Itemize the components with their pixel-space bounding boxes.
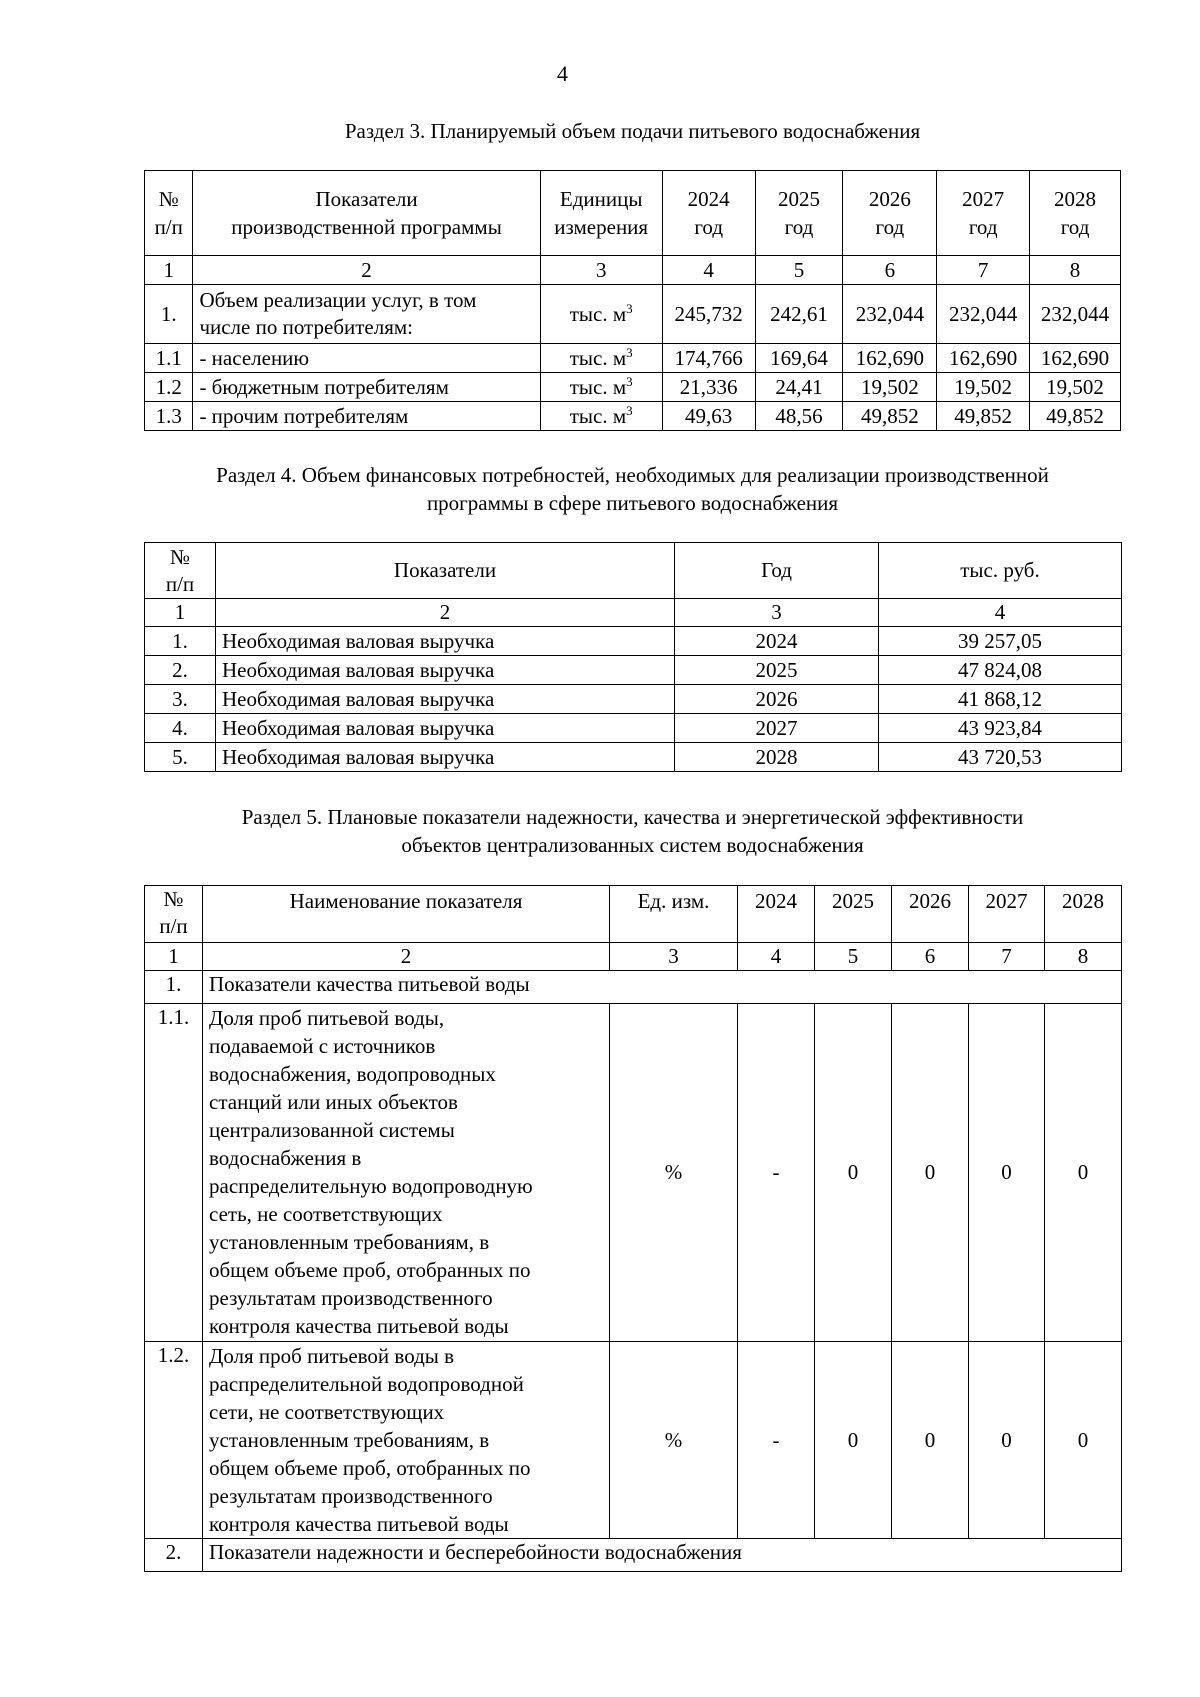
column-number: 4 <box>879 599 1122 627</box>
table-row <box>145 402 1121 431</box>
cell-value: 49,852 <box>1030 402 1121 431</box>
column-number: 5 <box>755 256 843 285</box>
section4-title: Раздел 4. Объем финансовых потребностей, необходимых для реализации производственной программы в сфере питьевого водоснабжения <box>216 463 1049 515</box>
column-number: 2 <box>193 256 540 285</box>
header-num: № п/п <box>145 886 203 943</box>
row-unit: тыс. $м^3$ <box>540 344 662 373</box>
cell-value: 245,732 <box>662 285 755 344</box>
table-row <box>145 1004 1122 1342</box>
header-year-2026: 2026 <box>892 886 969 943</box>
column-number: 4 <box>738 943 815 971</box>
section5-table <box>144 885 1122 1572</box>
group-title: Показатели надежности и бесперебойности водоснабжения <box>203 1539 1122 1572</box>
row-name: Доля проб питьевой воды в распределительной водопроводной сети, не соответствующих установленным требованиям, в общем объеме проб, отобранных по результатам производственного контроля качества питьевой воды <box>203 1342 610 1539</box>
cell-value: 48,56 <box>755 402 843 431</box>
column-number: 6 <box>892 943 969 971</box>
cell-value: 232,044 <box>843 285 937 344</box>
section3-table <box>144 170 1121 431</box>
row-number: 1.1 <box>145 344 193 373</box>
header-amount: тыс. руб. <box>879 543 1122 599</box>
column-number: 2 <box>203 943 610 971</box>
cell-value: 0 <box>892 1342 969 1539</box>
column-number: 2 <box>216 599 675 627</box>
row-number: 4. <box>145 714 216 743</box>
cell-value: 0 <box>892 1004 969 1342</box>
column-number: 7 <box>937 256 1030 285</box>
column-number: 1 <box>145 256 193 285</box>
header-name: Наименование показателя <box>203 886 610 943</box>
cell-value: 162,690 <box>843 344 937 373</box>
group-row <box>145 971 1122 1004</box>
cell-value: 49,852 <box>843 402 937 431</box>
column-number: 5 <box>815 943 892 971</box>
cell-value: 0 <box>1045 1342 1122 1539</box>
header-year-2025: 2025 <box>815 886 892 943</box>
row-amount: 43 720,53 <box>879 743 1122 772</box>
header-unit: Ед. изм. <box>610 886 738 943</box>
cell-value: 19,502 <box>843 373 937 402</box>
cell-value: 0 <box>815 1342 892 1539</box>
cell-value: - <box>738 1342 815 1539</box>
header-num: № п/п <box>145 171 193 256</box>
row-year: 2024 <box>675 627 879 656</box>
row-unit: тыс. $м^3$ <box>540 373 662 402</box>
row-name: Необходимая валовая выручка <box>216 685 675 714</box>
column-number: 1 <box>145 943 203 971</box>
cell-value: 0 <box>969 1004 1045 1342</box>
row-year: 2026 <box>675 685 879 714</box>
cell-value: 232,044 <box>1030 285 1121 344</box>
row-name: - бюджетным потребителям <box>193 373 540 402</box>
group-row <box>145 1539 1122 1572</box>
row-amount: 43 923,84 <box>879 714 1122 743</box>
column-numbers-row <box>145 599 1122 627</box>
row-year: 2028 <box>675 743 879 772</box>
cell-value: - <box>738 1004 815 1342</box>
table-row <box>145 714 1122 743</box>
cell-value: 242,61 <box>755 285 843 344</box>
column-number: 3 <box>610 943 738 971</box>
header-year-2028: 2028 год <box>1030 171 1121 256</box>
column-number: 3 <box>540 256 662 285</box>
header-year-2026: 2026 год <box>843 171 937 256</box>
row-number: 1. <box>145 285 193 344</box>
table-row <box>145 373 1121 402</box>
row-name: - прочим потребителям <box>193 402 540 431</box>
section4-table <box>144 542 1122 772</box>
row-number: 1.2 <box>145 373 193 402</box>
cell-value: 24,41 <box>755 373 843 402</box>
cell-value: 49,852 <box>937 402 1030 431</box>
cell-value: 169,64 <box>755 344 843 373</box>
cell-value: 162,690 <box>1030 344 1121 373</box>
column-number: 1 <box>145 599 216 627</box>
column-number: 3 <box>675 599 879 627</box>
table-row <box>145 1342 1122 1539</box>
header-year-2025: 2025 год <box>755 171 843 256</box>
header-year-2024: 2024 год <box>662 171 755 256</box>
row-year: 2025 <box>675 656 879 685</box>
row-name: Доля проб питьевой воды, подаваемой с источников водоснабжения, водопроводных станций или иных объектов централизованной системы водоснабжения в распределительную водопроводную сеть, не соответствующих установленным требованиям, в общем объеме проб, отобранных по результатам производственного контроля качества питьевой воды <box>203 1004 610 1342</box>
cell-value: 49,63 <box>662 402 755 431</box>
row-amount: 39 257,05 <box>879 627 1122 656</box>
group-title: Показатели качества питьевой воды <box>203 971 1122 1004</box>
column-number: 8 <box>1045 943 1122 971</box>
row-name: - населению <box>193 344 540 373</box>
header-num: № п/п <box>145 543 216 599</box>
cell-value: 19,502 <box>1030 373 1121 402</box>
column-number: 6 <box>843 256 937 285</box>
row-unit: % <box>610 1342 738 1539</box>
header-indicator: Показатели производственной программы <box>193 171 540 256</box>
row-name: Объем реализации услуг, в том числе по потребителям: <box>193 285 540 344</box>
row-unit: тыс. $м^3$ <box>540 285 662 344</box>
row-year: 2027 <box>675 714 879 743</box>
column-numbers-row <box>145 943 1122 971</box>
row-number: 2. <box>145 656 216 685</box>
cell-value: 19,502 <box>937 373 1030 402</box>
row-number: 3. <box>145 685 216 714</box>
table-row <box>145 627 1122 656</box>
cell-value: 0 <box>969 1342 1045 1539</box>
row-name: Необходимая валовая выручка <box>216 627 675 656</box>
row-amount: 47 824,08 <box>879 656 1122 685</box>
header-unit: Единицы измерения <box>540 171 662 256</box>
row-number: 1.1. <box>145 1004 203 1342</box>
column-numbers-row <box>145 256 1121 285</box>
table-row <box>145 344 1121 373</box>
table-row <box>145 285 1121 344</box>
column-number: 4 <box>662 256 755 285</box>
cell-value: 0 <box>815 1004 892 1342</box>
row-amount: 41 868,12 <box>879 685 1122 714</box>
column-number: 8 <box>1030 256 1121 285</box>
row-name: Необходимая валовая выручка <box>216 743 675 772</box>
row-number: 2. <box>145 1539 203 1572</box>
row-number: 5. <box>145 743 216 772</box>
column-number: 7 <box>969 943 1045 971</box>
row-number: 1. <box>145 971 203 1004</box>
header-year-2024: 2024 <box>738 886 815 943</box>
header-year-2028: 2028 <box>1045 886 1122 943</box>
cell-value: 232,044 <box>937 285 1030 344</box>
row-name: Необходимая валовая выручка <box>216 714 675 743</box>
row-unit: % <box>610 1004 738 1342</box>
row-name: Необходимая валовая выручка <box>216 656 675 685</box>
header-indicator: Показатели <box>216 543 675 599</box>
row-number: 1. <box>145 627 216 656</box>
row-number: 1.2. <box>145 1342 203 1539</box>
header-year-2027: 2027 год <box>937 171 1030 256</box>
cell-value: 162,690 <box>937 344 1030 373</box>
section3-title: Раздел 3. Планируемый объем подачи питьевого водоснабжения <box>344 119 921 143</box>
table-row <box>145 685 1122 714</box>
header-year: Год <box>675 543 879 599</box>
header-year-2027: 2027 <box>969 886 1045 943</box>
table-row <box>145 656 1122 685</box>
cell-value: 21,336 <box>662 373 755 402</box>
cell-value: 0 <box>1045 1004 1122 1342</box>
table-row <box>145 743 1122 772</box>
page-number: 4 <box>557 61 568 86</box>
section5-title: Раздел 5. Плановые показатели надежности, качества и энергетической эффективности объектов централизованных систем водоснабжения <box>241 805 1024 857</box>
row-unit: тыс. $м^3$ <box>540 402 662 431</box>
row-number: 1.3 <box>145 402 193 431</box>
cell-value: 174,766 <box>662 344 755 373</box>
